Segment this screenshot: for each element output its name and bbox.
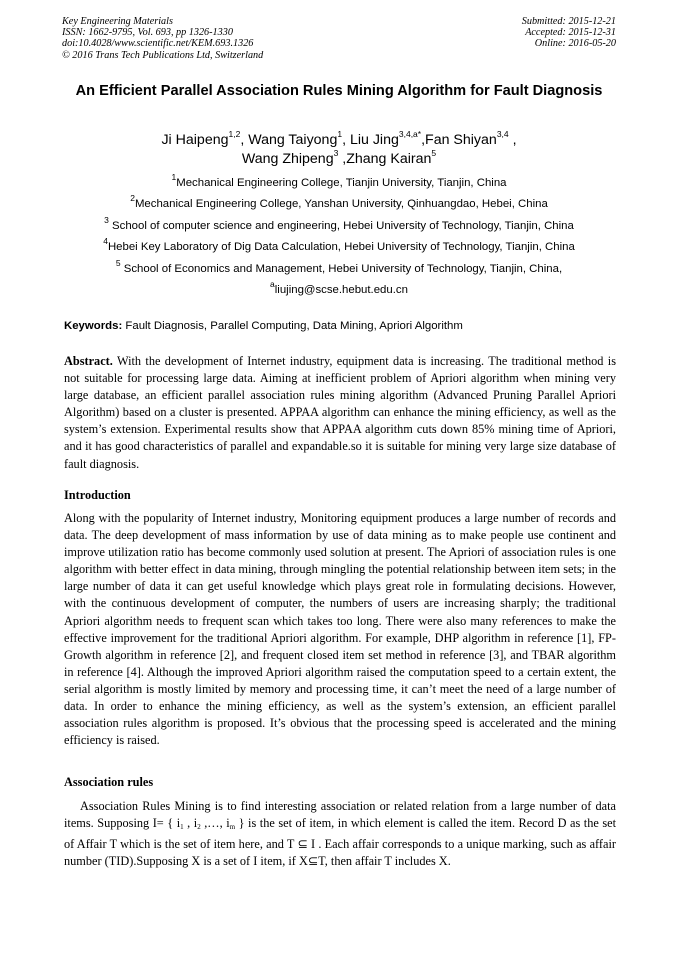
submitted-date: Submitted: 2015-12-21 [521,16,616,27]
introduction-heading: Introduction [64,488,131,502]
abstract-label: Abstract. [64,354,113,368]
corresponding-email: $^a$liujing@scse.hebut.edu.cn [270,279,408,296]
doi-line: doi:10.4028/www.scientific.net/KEM.693.1326 [62,38,254,50]
author-list: Ji Haipeng$^{1,2}$, Wang Taiyong$^1$, Liu Jing$^{3,4,a*}$,Fan Shiyan$^{3,4}$ , Wang Zhipeng$^3$ ,Zhang Kairan$^5$ [161,129,517,167]
accepted-date: Accepted: 2015-12-31 [525,27,616,39]
affiliation-4: $^4$Hebei Key Laboratory of Dig Data Calculation, Hebei University of Technology, Tianjin, China [103,236,575,253]
affiliation-2: $^2$Mechanical Engineering College, Yanshan University, Qinhuangdao, Hebei, China [130,193,548,210]
journal-info [62,16,263,61]
affiliation-1: $^1$Mechanical Engineering College, Tianjin University, Tianjin, China [171,172,507,189]
affiliation-5: $^5$ School of Economics and Management, Hebei University of Technology, Tianjin, China, [115,258,563,275]
online-date: Online: 2016-05-20 [534,38,616,50]
keywords-text: Fault Diagnosis, Parallel Computing, Data Mining, Apriori Algorithm [122,320,463,332]
abstract-text: With the development of Internet industry, equipment data is increasing. The traditional method is not suitable for processing large data. Aiming at inefficient problem of Apriori algorithm when mining very large database, an efficient parallel association rules mining algorithm (Advanced Pruning Parallel Apriori Algorithm) based on a cluster is presented. APPAA algorithm can enhance the mining efficiency, as well as the system’s extension. Experimental results show that APPAA algorithm cuts down 85% mining time of Apriori, and it has good characteristics of parallel and expandable.so it is suitable for mining very large size database of fault diagnosis. [64,354,616,471]
keywords [64,319,616,333]
keywords-label: Keywords: [64,320,123,332]
association-rules-heading: Association rules [64,775,154,789]
submission-dates [522,16,616,50]
paper-title: An Efficient Parallel Association Rules Mining Algorithm for Fault Diagnosis [75,83,603,99]
abstract [64,353,616,473]
copyright-line: © 2016 Trans Tech Publications Ltd, Switzerland [62,49,264,61]
association-rules-text: Association Rules Mining is to find interesting association or related relation from a large number of data items. Supposing I= { $i_1$ , $i_2$ ,…, $i_m$ } is the set of item, in which element is called the item. Record D as the set of Affair T which is the set of item here, and T ⊆ I . Each affair corresponds to a unique marking, such as affair number (TID).Supposing X is a set of I item, if X⊆T, then affair T includes X. [64,799,617,869]
journal-name: Key Engineering Materials [62,16,173,27]
issn-line: ISSN: 1662-9795, Vol. 693, pp 1326-1330 [62,27,233,39]
affiliation-3: $^3$ School of computer science and engineering, Hebei University of Technology, Tianjin, China [104,215,574,232]
introduction-text: Along with the popularity of Internet industry, Monitoring equipment produces a large number of records and data. The deep development of mass information by use of data mining as to make people use continent and improve utilization ratio has become commonly used solution at present. The Apriori of association rules is one algorithm with better effect in data mining, through mingling the potential relationship between item sets; in the large number of data it can get useful knowledge which plays great role in formulating decisions. However, with the continuous development of computer, the numbers of users are increasing sharply; the traditional Apriori algorithm needs to frequent scan which takes too long. There were also many references to make the effective improvement for the traditional Apriori algorithm. For example, DHP algorithm in reference [1], FP-Growth algorithm in reference [2], and frequent closed item set method in reference [3], and TBAR algorithm in reference [4]. Although the improved Apriori algorithm raised the computation speed to a certain extent, the serial algorithm is mostly limited by memory and processing time, it can’t meet the need of a large number of data. In order to enhance the mining efficiency, as well as the system’s extension, an efficient parallel association rules algorithm is proposed. It’s obvious that the processing speed is accelerated and the mining efficiency is raised. [64,511,616,748]
